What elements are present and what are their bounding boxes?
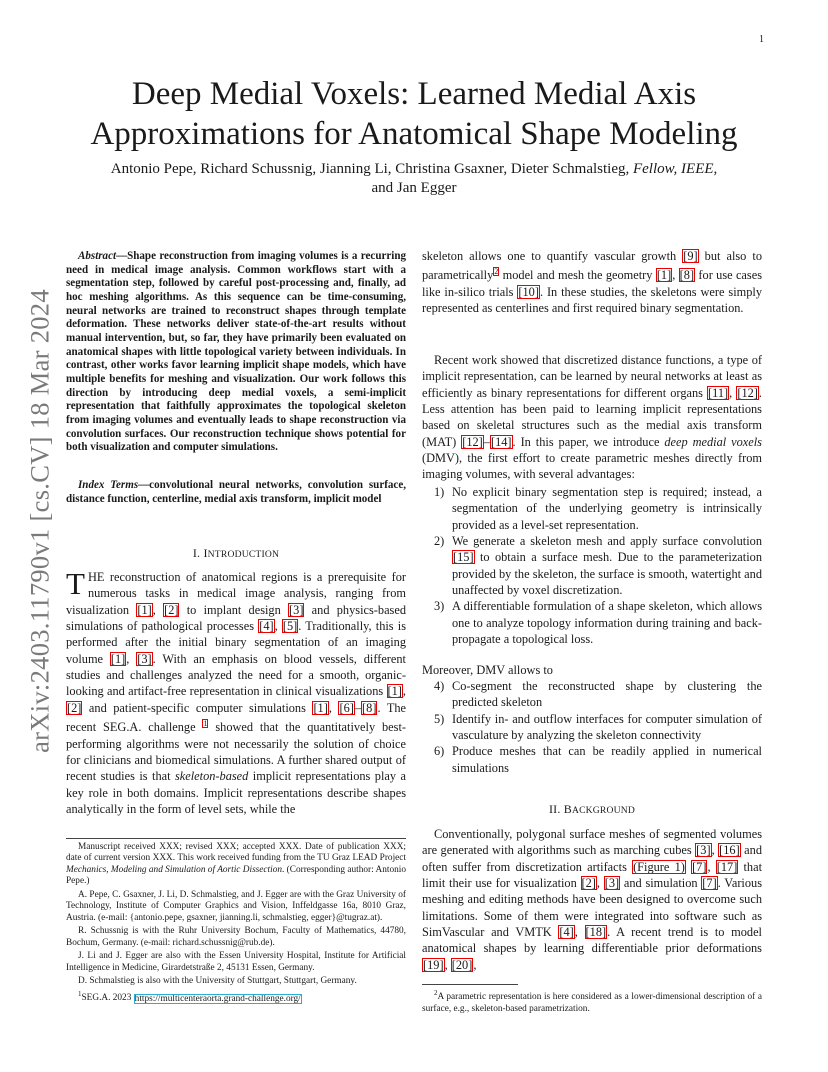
intro-text: showed that the quantitatively best-performing algorithms were not necessarily the solution of choice for clinicians and biomedical simulations. A further shared output of recent studies is that	[66, 720, 406, 784]
list-text: No explicit binary segmentation step is required; instead, a segmentation of the underlying geometry is intrinsically provided as a level-set representation.	[452, 485, 762, 532]
ieee-fellow-title: Fellow, IEEE	[632, 161, 714, 177]
citation-link[interactable]: [6]	[339, 700, 354, 715]
section-title-rest: ACKGROUND	[571, 805, 636, 816]
intro-text: –	[354, 700, 362, 715]
footnote-divider	[66, 838, 406, 839]
moreover-line: Moreover, DMV allows to	[422, 663, 553, 677]
body-text: ,	[444, 957, 451, 972]
body-text: skeleton allows one to quantify vascular growth	[422, 249, 683, 263]
list-text: Identify in- and outflow interfaces for computer simulation of vasculature by analyzing the skeleton connectivity	[452, 711, 762, 743]
footnote-text: Manuscript received XXX; revised XXX; accepted XXX. Date of publication XXX; date of current version XXX. This work received funding from the TU Graz LEAD Project	[66, 842, 406, 864]
body-text: ,	[707, 859, 716, 874]
page-number: 1	[759, 34, 764, 45]
citation-link[interactable]: [4]	[259, 619, 274, 634]
citation-link[interactable]: [4]	[559, 925, 574, 940]
citation-link[interactable]: [3]	[137, 651, 152, 666]
section-initial: B	[563, 802, 572, 816]
advantages-list	[422, 484, 762, 647]
citation-link[interactable]: [2]	[164, 602, 179, 617]
footnote-manuscript	[66, 842, 406, 888]
list-number: 6)	[434, 744, 445, 759]
intro-text: and patient-specific computer simulations	[82, 700, 313, 715]
body-text: . A recent trend is to model anatomical shapes by learning differentiable prior deformations	[422, 925, 762, 956]
body-text: . Various meshing and editing methods have been designed to overcome such limitations. Some of them were integrated into software such as SimVascular and VMTK	[422, 876, 763, 940]
authors-line-2: and Jan Egger	[371, 180, 457, 196]
list-item	[422, 533, 762, 598]
body-text: Conventionally, polygonal surface meshes of segmented volumes are generated with algorithms such as marching cubes	[422, 827, 762, 858]
citation-link[interactable]: [15]	[453, 550, 474, 565]
list-text: Produce meshes that can be readily applied in numerical simulations	[452, 744, 762, 775]
arxiv-identifier: arXiv:2403.11790v1 [cs.CV] 18 Mar 2024	[24, 289, 55, 753]
title-line-1: Deep Medial Voxels: Learned Medial Axis	[131, 76, 697, 112]
right-footnote	[422, 988, 762, 1015]
list-item	[422, 678, 762, 711]
citation-link[interactable]: [12]	[462, 434, 483, 449]
section-heading-introduction	[66, 546, 406, 561]
citation-link[interactable]: [18]	[585, 925, 607, 940]
dmv-emphasis: deep medial voxels	[664, 434, 762, 449]
arxiv-sidebar-stamp	[20, 282, 60, 760]
body-text: ,	[729, 385, 737, 400]
list-number: 2)	[434, 534, 445, 549]
section-number: I.	[192, 546, 204, 560]
footnote-text: SEG.A. 2023	[81, 993, 134, 1004]
section-heading-background	[422, 802, 762, 817]
citation-link[interactable]: [10]	[518, 284, 539, 299]
body-text: that limit their use for visualization	[422, 859, 763, 891]
citation-link[interactable]: [3]	[696, 843, 711, 858]
body-text: and often suffer from discretization artifacts	[422, 843, 762, 874]
footnote-affiliation-essen: J. Li and J. Egger are also with the Essen University Hospital, Institute for Artificial Intelligence in Medicine, Girardetstraße 2, 45131 Essen, Germany.	[66, 951, 406, 973]
list-number: 4)	[434, 679, 445, 693]
list-number: 5)	[434, 711, 445, 726]
citation-link[interactable]: [1]	[387, 684, 402, 699]
citation-link[interactable]: [16]	[719, 843, 740, 858]
footnote-segA	[66, 989, 406, 1005]
citation-link[interactable]: [1]	[656, 268, 672, 283]
body-text: Recent work showed that discretized distance functions, a type of implicit representation, can be learned by neural networks at least as efficiently as binary representations for different organs	[422, 353, 762, 400]
intro-text: . The recent SEG.A. challenge	[66, 700, 407, 735]
drop-cap: T	[66, 566, 85, 601]
body-text: . In these studies, the skeletons were simply represented as centerlines and first required binary segmentation.	[422, 284, 763, 316]
index-terms-label: Index Terms	[78, 479, 139, 491]
abstract-text: —Shape reconstruction from imaging volumes is a recurring need in medical image analysis. Common workflows start with a segmentation step, followed by careful post-processing and, finally, ad hoc meshing algorithms. As this sequence can be time-consuming, neural networks are trained to reconstruct shapes through template deformation. These networks deliver state-of-the-art results without manual intervention, but, so far, they have primarily been evaluated on anatomical shapes with little topological variety between individuals. In contrast, other works favor learning implicit shape models, which have multiple benefits for meshing and visualization. Our work follows this direction by introducing deep medial voxels, a semi-implicit representation that faithfully approximates the topological skeleton from imaging volumes and eventually leads to shape reconstruction via convolution surfaces. Our reconstruction technique shows potential for both visualization and computer simulations.	[66, 250, 406, 454]
footnote-affiliation-graz: A. Pepe, C. Gsaxner, J. Li, D. Schmalstieg, and J. Egger are with the Graz University of Technology, Institute of Computer Graphics and Vision, Inffeldgasse 16a, 8010 Graz, Austria. (e-mail: {antonio.pepe, gsaxner, jianning.li, schmalstieg, egger}@tugraz.at).	[66, 889, 406, 923]
intro-text: ,	[152, 602, 164, 617]
intro-caps: HE	[87, 570, 105, 584]
citation-link[interactable]: [12]	[737, 385, 758, 400]
abstract	[66, 250, 406, 455]
citation-link[interactable]: [8]	[362, 700, 377, 715]
citation-link[interactable]: [1]	[137, 602, 152, 617]
list-text: Co-segment the reconstructed shape by clustering the predicted skeleton	[452, 679, 762, 710]
intro-text: and physics-based simulations of pathological processes	[66, 602, 407, 634]
body-text: but also to parametrically	[422, 249, 762, 283]
intro-text: implicit representations play a key role in both domains. Implicit representations describe shapes analytically in the form of level sets, while the	[66, 769, 406, 816]
section-number: II.	[548, 802, 564, 816]
abstract-label: Abstract	[78, 250, 117, 262]
introduction-paragraph	[66, 566, 407, 817]
body-text: ,	[574, 925, 585, 940]
footnote-affiliation-stuttgart: D. Schmalstieg is also with the University of Stuttgart, Stuttgart, Germany.	[78, 975, 357, 986]
authors-line-1: Antonio Pepe, Richard Schussnig, Jianning Li, Christina Gsaxner, Dieter Schmalstieg,	[110, 161, 633, 177]
intro-emphasis: skeleton-based	[174, 769, 249, 784]
body-text: (DMV), the first effort to create parametric meshes directly from imaging volumes, with several advantages:	[422, 451, 762, 482]
citation-link[interactable]: [14]	[490, 434, 512, 449]
intro-text: ,	[402, 684, 406, 699]
intro-text: . Traditionally, this is performed after the initial binary segmentation of an imaging volume	[66, 619, 407, 666]
body-text: . Less attention has been paid to learning implicit representations based on skeletal structures such as the medial axis transform (MAT)	[422, 385, 763, 449]
background-paragraph	[422, 826, 762, 973]
footnote-text: A parametric representation is here considered as a lower-dimensional description of a surface, e.g., skeleton-based parametrization.	[422, 992, 762, 1014]
intro-text: reconstruction of anatomical regions is a prerequisite for numerous tasks in medical image analysis, ranging from visualization	[66, 570, 406, 617]
citation-link[interactable]: [9]	[683, 249, 698, 263]
citation-link[interactable]: [20]	[451, 957, 473, 972]
citation-link[interactable]: [1]	[110, 651, 126, 666]
intro-text: ,	[328, 700, 339, 715]
list-number: 1)	[434, 485, 445, 499]
challenge-url-link[interactable]: https://multicenteraorta.grand-challenge.org/	[134, 993, 301, 1004]
citation-link[interactable]: [7]	[702, 876, 717, 891]
citation-link[interactable]: [3]	[289, 602, 304, 617]
footnote-link[interactable]: 2	[494, 267, 499, 277]
citation-link[interactable]: [19]	[423, 957, 444, 972]
index-terms	[66, 479, 406, 506]
section-initial: I	[203, 546, 208, 560]
footnote-mark: 2	[434, 989, 438, 997]
body-text: model and mesh the geometry	[499, 268, 656, 283]
footnote-link[interactable]: 1	[203, 719, 208, 729]
intro-text: ,	[126, 651, 137, 666]
list-item	[422, 598, 762, 647]
intro-text: to implant design	[179, 602, 289, 617]
citation-link[interactable]: [17]	[716, 859, 738, 874]
intro-text: . With an emphasis on blood vessels, different studies and challenges analyzed the need for a smooth, organic-looking and artifact-free representation in clinical visualizations	[66, 651, 406, 699]
list-number: 3)	[434, 599, 445, 614]
citation-link[interactable]: [7]	[692, 859, 707, 874]
intro-text: ,	[274, 619, 282, 634]
body-text: ,	[672, 268, 679, 283]
figure-link[interactable]: (Figure 1)	[633, 859, 685, 874]
list-text: We generate a skeleton mesh and apply surface convolution	[452, 534, 762, 549]
list-text: to obtain a surface mesh. Due to the parameterization provided by the skeleton, the surface is smooth, watertight and unaffected by voxel discretization.	[452, 550, 762, 598]
body-text: ,	[596, 876, 604, 891]
citation-link[interactable]: [2]	[67, 700, 82, 715]
citation-link[interactable]: [8]	[679, 268, 695, 283]
body-text: ,	[711, 843, 719, 858]
title-line-2: Approximations for Anatomical Shape Modeling	[90, 116, 738, 152]
citation-link[interactable]: [5]	[282, 619, 298, 634]
right-paragraph-2	[422, 352, 762, 483]
citation-link[interactable]: [11]	[708, 385, 729, 400]
footnote-text: . (Corresponding author: Antonio Pepe.)	[66, 864, 406, 887]
body-text: ,	[473, 957, 477, 972]
citation-link[interactable]: [1]	[313, 700, 328, 715]
footnote-affiliation-bochum: R. Schussnig is with the Ruhr University Bochum, Faculty of Mathematics, 44780, Bochum, Germany. (e-mail: richard.schussnig@rub.de).	[66, 926, 406, 948]
right-paragraph-1	[422, 248, 762, 316]
author-list	[80, 160, 748, 198]
list-item	[422, 743, 762, 776]
further-capabilities-list	[422, 678, 762, 776]
body-text: . In this paper, we introduce	[512, 434, 665, 449]
paper-title	[66, 74, 762, 154]
section-title-rest: NTRODUCTION	[207, 549, 280, 560]
body-text: for use cases like in-silico trials	[422, 268, 762, 299]
body-text: and simulation	[620, 876, 702, 891]
index-terms-text: —convolutional neural networks, convolution surface, distance function, centerline, medial axis transform, implicit model	[66, 479, 406, 505]
authors-comma: ,	[713, 161, 718, 177]
footnote-mark: 1	[78, 990, 82, 999]
citation-link[interactable]: [3]	[604, 876, 620, 891]
citation-link[interactable]: [2]	[581, 876, 596, 891]
body-text: –	[483, 434, 490, 449]
right-footnote-divider	[422, 984, 518, 985]
list-item	[422, 484, 762, 533]
footnote-project-title: Mechanics, Modeling and Simulation of Aortic Dissection	[66, 864, 283, 875]
list-text: A differentiable formulation of a shape skeleton, which allows one to analyze topology information during training and back-propagate a topological loss.	[452, 599, 762, 647]
footnotes	[66, 842, 406, 1007]
list-item	[422, 711, 762, 744]
